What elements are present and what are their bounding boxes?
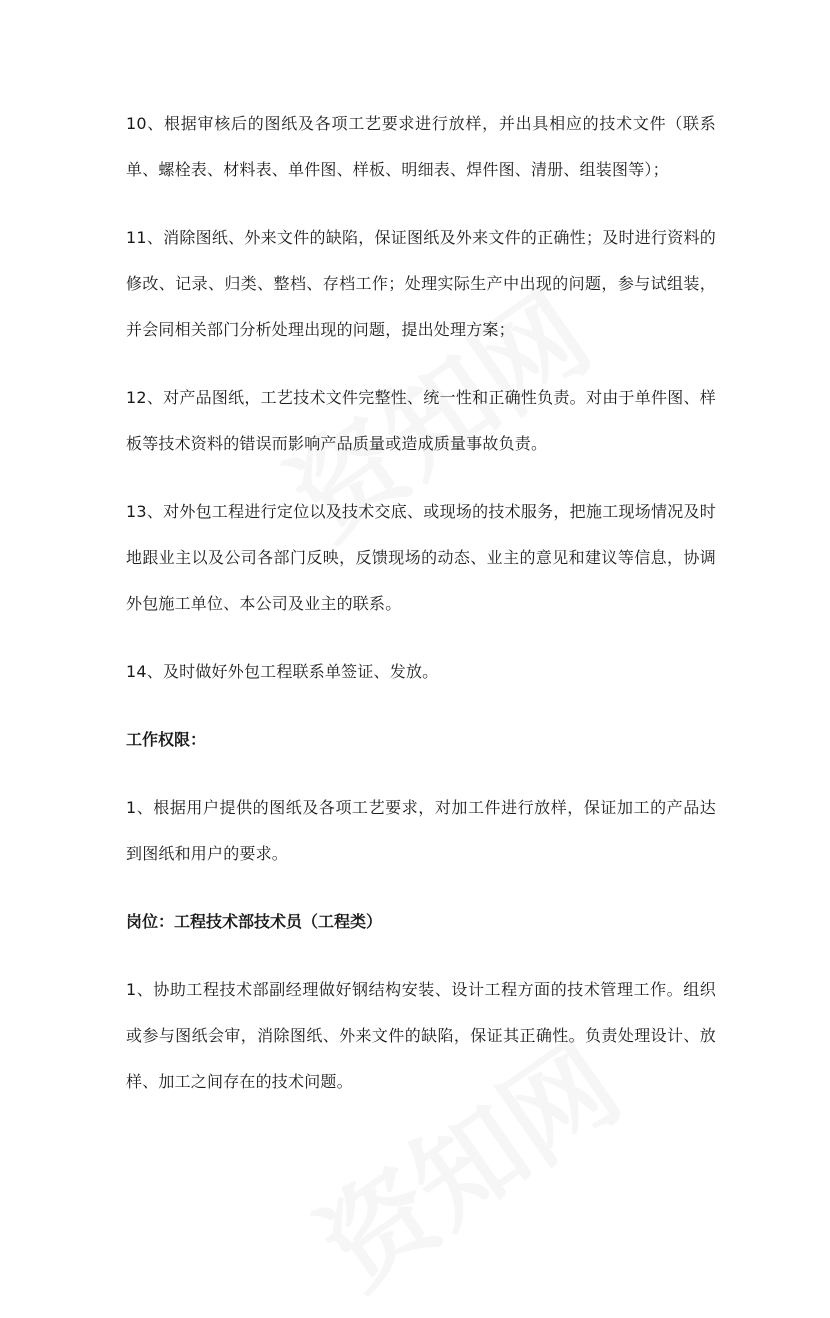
paragraph-item-11: 11、消除图纸、外来文件的缺陷，保证图纸及外来文件的正确性；及时进行资料的修改、记录、归类、整档、存档工作；处理实际生产中出现的问题，参与试组装，并会同相关部门分析处理出现的问题，提出处理方案；: [126, 228, 716, 339]
authority-item-1: 1、根据用户提供的图纸及各项工艺要求，对加工件进行放样，保证加工的产品达到图纸和用户的要求。: [126, 798, 716, 863]
section-heading-authority: 工作权限：: [126, 730, 207, 749]
section-heading-position: 岗位：工程技术部技术员（工程类）: [126, 912, 383, 931]
paragraph-item-14: 14、及时做好外包工程联系单签证、发放。: [126, 662, 439, 681]
position-item-1: 1、协助工程技术部副经理做好钢结构安装、设计工程方面的技术管理工作。组织或参与图纸会审，消除图纸、外来文件的缺陷，保证其正确性。负责处理设计、放样、加工之间存在的技术问题。: [126, 980, 716, 1091]
paragraph-item-13: 13、对外包工程进行定位以及技术交底、或现场的技术服务，把施工现场情况及时地跟业主以及公司各部门反映，反馈现场的动态、业主的意见和建议等信息，协调外包施工单位、本公司及业主的联系。: [126, 502, 716, 613]
document-body: [126, 101, 716, 1127]
paragraph-item-10: 10、根据审核后的图纸及各项工艺要求进行放样，并出具相应的技术文件（联系单、螺栓表、材料表、单件图、样板、明细表、焊件图、清册、组装图等）；: [126, 114, 716, 179]
paragraph-item-12: 12、对产品图纸，工艺技术文件完整性、统一性和正确性负责。对由于单件图、样板等技术资料的错误而影响产品质量或造成质量事故负责。: [126, 388, 716, 453]
